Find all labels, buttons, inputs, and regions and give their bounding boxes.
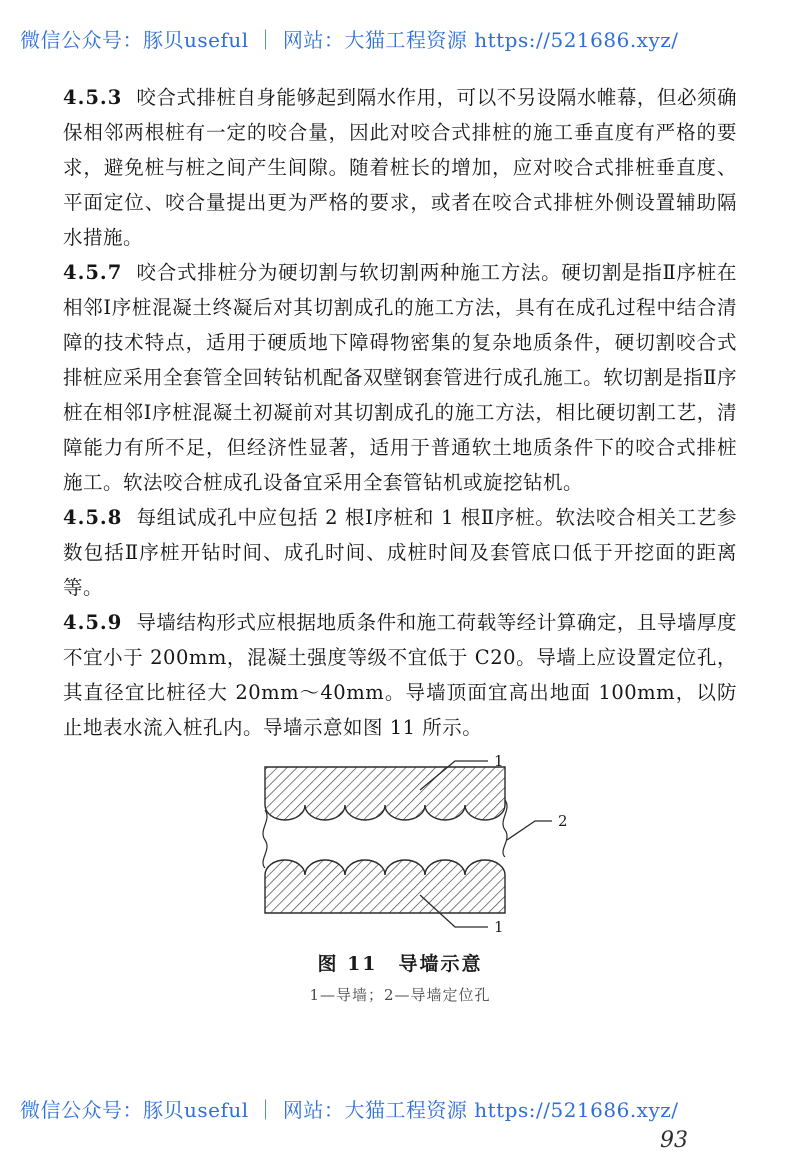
paragraph-4-5-8 bbox=[63, 500, 737, 605]
figure-legend: 1—导墙；2—导墙定位孔 bbox=[309, 986, 491, 1004]
footer-watermark: 微信公众号：豚贝useful ｜ 网站：大猫工程资源 https://521686.xyz/ bbox=[20, 1098, 679, 1122]
label-right-2: 2 bbox=[558, 812, 568, 830]
section-number-4-5-3: 4.5.3 bbox=[63, 86, 123, 109]
section-number-4-5-9: 4.5.9 bbox=[63, 611, 123, 634]
guide-wall-diagram bbox=[220, 755, 580, 945]
header-watermark: 微信公众号：豚贝useful ｜ 网站：大猫工程资源 https://521686.xyz/ bbox=[20, 28, 679, 52]
guide-wall-bottom-band bbox=[265, 860, 505, 913]
paragraph-4-5-9 bbox=[63, 605, 737, 745]
leader-right-2 bbox=[507, 821, 552, 840]
label-top-1: 1 bbox=[494, 755, 504, 770]
section-number-4-5-8: 4.5.8 bbox=[63, 506, 123, 529]
paragraph-4-5-7 bbox=[63, 255, 737, 500]
document-body bbox=[63, 80, 737, 1005]
section-number-4-5-7: 4.5.7 bbox=[63, 261, 123, 284]
guide-wall-top-band bbox=[265, 767, 505, 820]
paragraph-4-5-3 bbox=[63, 80, 737, 255]
figure-11 bbox=[63, 755, 737, 1005]
section-text-4-5-8: 每组试成孔中应包括 2 根Ⅰ序桩和 1 根Ⅱ序桩。软法咬合相关工艺参数包括Ⅱ序桩开钻时间、成孔时间、成桩时间及套管底口低于开挖面的距离等。 bbox=[63, 506, 737, 599]
section-text-4-5-9: 导墙结构形式应根据地质条件和施工荷载等经计算确定，且导墙厚度不宜小于 200mm，混凝土强度等级不宜低于 C20。导墙上应设置定位孔，其直径宜比桩径大 20mm～40mm。导墙顶面宜高出地面 100mm，以防止地表水流入桩孔内。导墙示意如图 11 所示。 bbox=[63, 611, 737, 739]
label-bottom-1: 1 bbox=[494, 918, 504, 936]
section-text-4-5-7: 咬合式排桩分为硬切割与软切割两种施工方法。硬切割是指Ⅱ序桩在相邻Ⅰ序桩混凝土终凝后对其切割成孔的施工方法，具有在成孔过程中结合清障的技术特点，适用于硬质地下障碍物密集的复杂地质条件，硬切割咬合式排桩应采用全套管全回转钻机配备双壁钢套管进行成孔施工。软切割是指Ⅱ序桩在相邻Ⅰ序桩混凝土初凝前对其切割成孔的施工方法，相比硬切割工艺，清障能力有所不足，但经济性显著，适用于普通软土地质条件下的咬合式排桩施工。软法咬合桩成孔设备宜采用全套管钻机或旋挖钻机。 bbox=[63, 261, 737, 494]
left-break-line bbox=[263, 810, 267, 868]
section-text-4-5-3: 咬合式排桩自身能够起到隔水作用，可以不另设隔水帷幕，但必须确保相邻两根桩有一定的咬合量，因此对咬合式排桩的施工垂直度有严格的要求，避免桩与桩之间产生间隙。随着桩长的增加，应对咬合式排桩垂直度、平面定位、咬合量提出更为严格的要求，或者在咬合式排桩外侧设置辅助隔水措施。 bbox=[63, 86, 737, 249]
page-number: 93 bbox=[660, 1128, 688, 1153]
figure-caption: 图 11 导墙示意 bbox=[317, 953, 483, 975]
